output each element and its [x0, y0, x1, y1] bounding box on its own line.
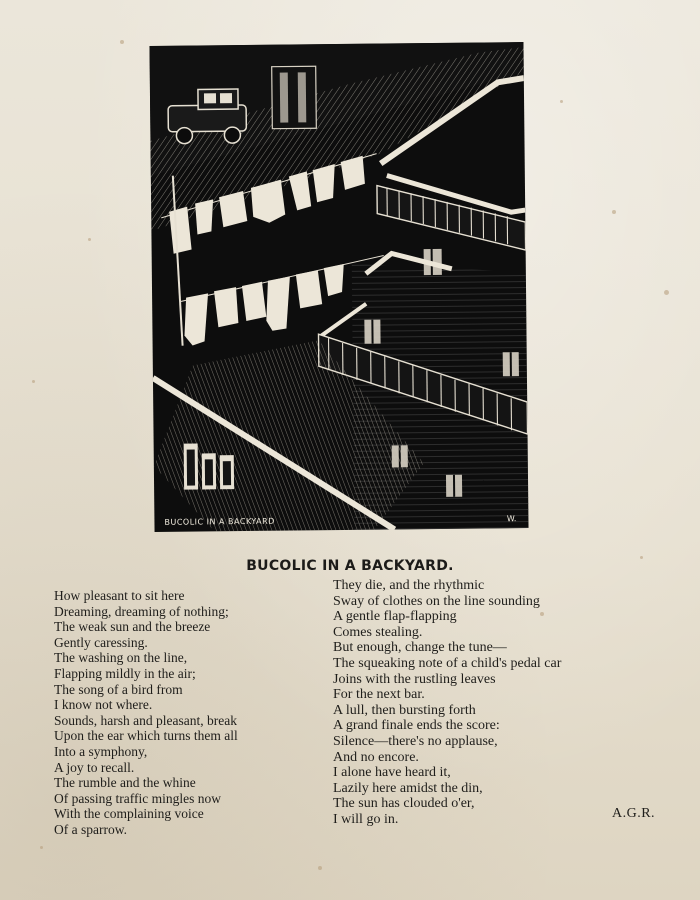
paper-fleck: [664, 290, 669, 295]
author-signature: A.G.R.: [612, 806, 656, 821]
poem-line: Sounds, harsh and pleasant, break: [54, 712, 237, 728]
poem-line: A joy to recall.: [54, 759, 135, 775]
poem-line: They die, and the rhythmic: [333, 578, 485, 593]
poem-line: Comes stealing.: [333, 624, 423, 640]
poem-title: BUCOLIC IN A BACKYARD.: [246, 558, 454, 574]
poem-right-column: [333, 578, 561, 828]
poem-line: Gently caressing.: [54, 634, 148, 650]
poem-line: Flapping mildly in the air;: [54, 665, 196, 681]
woodcut-artwork: [149, 42, 528, 532]
poem-line: I will go in.: [333, 811, 399, 827]
paper-fleck: [120, 40, 124, 44]
laundry-lower: [184, 264, 345, 346]
poem-line: Dreaming, dreaming of nothing;: [54, 603, 229, 619]
poem-line: Silence—there's no applause,: [333, 733, 498, 749]
paper-fleck: [612, 210, 616, 214]
poem-line: The song of a bird from: [54, 681, 183, 697]
paper-fleck: [32, 380, 35, 383]
poem-line: And no encore.: [333, 749, 419, 765]
poem-line: With the complaining voice: [54, 806, 204, 822]
poem-line: Of a sparrow.: [54, 821, 127, 837]
poem-line: A lull, then bursting forth: [333, 702, 476, 718]
poem-line: The weak sun and the breeze: [54, 619, 211, 635]
poem-line: The squeaking note of a child's pedal car: [333, 655, 562, 671]
paper-fleck: [640, 556, 643, 559]
poem-line: How pleasant to sit here: [54, 588, 185, 603]
poem-line: The washing on the line,: [54, 650, 188, 666]
paper-fleck: [560, 100, 563, 103]
paper-fleck: [40, 846, 43, 849]
paper-fleck: [88, 238, 91, 241]
woodcut-illustration: [149, 42, 528, 532]
poem-line: Lazily here amidst the din,: [333, 780, 483, 796]
poem-line: A grand finale ends the score:: [333, 718, 500, 734]
poem-line: Sway of clothes on the line sounding: [333, 593, 540, 609]
poem-line: Joins with the rustling leaves: [333, 671, 496, 687]
woodcut-caption: BUCOLIC IN A BACKYARD: [164, 516, 275, 527]
poem-line: Into a symphony,: [54, 743, 148, 759]
poem-line: Of passing traffic mingles now: [54, 790, 221, 806]
poem-line: A gentle flap-flapping: [333, 609, 457, 625]
poem-line: But enough, change the tune—: [333, 640, 507, 656]
poem-line: For the next bar.: [333, 687, 425, 703]
poem-line: The sun has clouded o'er,: [333, 796, 475, 812]
paper-fleck: [318, 866, 322, 870]
poem-line: I know not where.: [54, 697, 153, 713]
poem-line: The rumble and the whine: [54, 775, 196, 791]
poem-line: Upon the ear which turns them all: [54, 728, 238, 744]
poem-line: I alone have heard it,: [333, 765, 451, 781]
woodcut-initials: W.: [506, 514, 517, 524]
poem-left-column: [54, 588, 238, 838]
